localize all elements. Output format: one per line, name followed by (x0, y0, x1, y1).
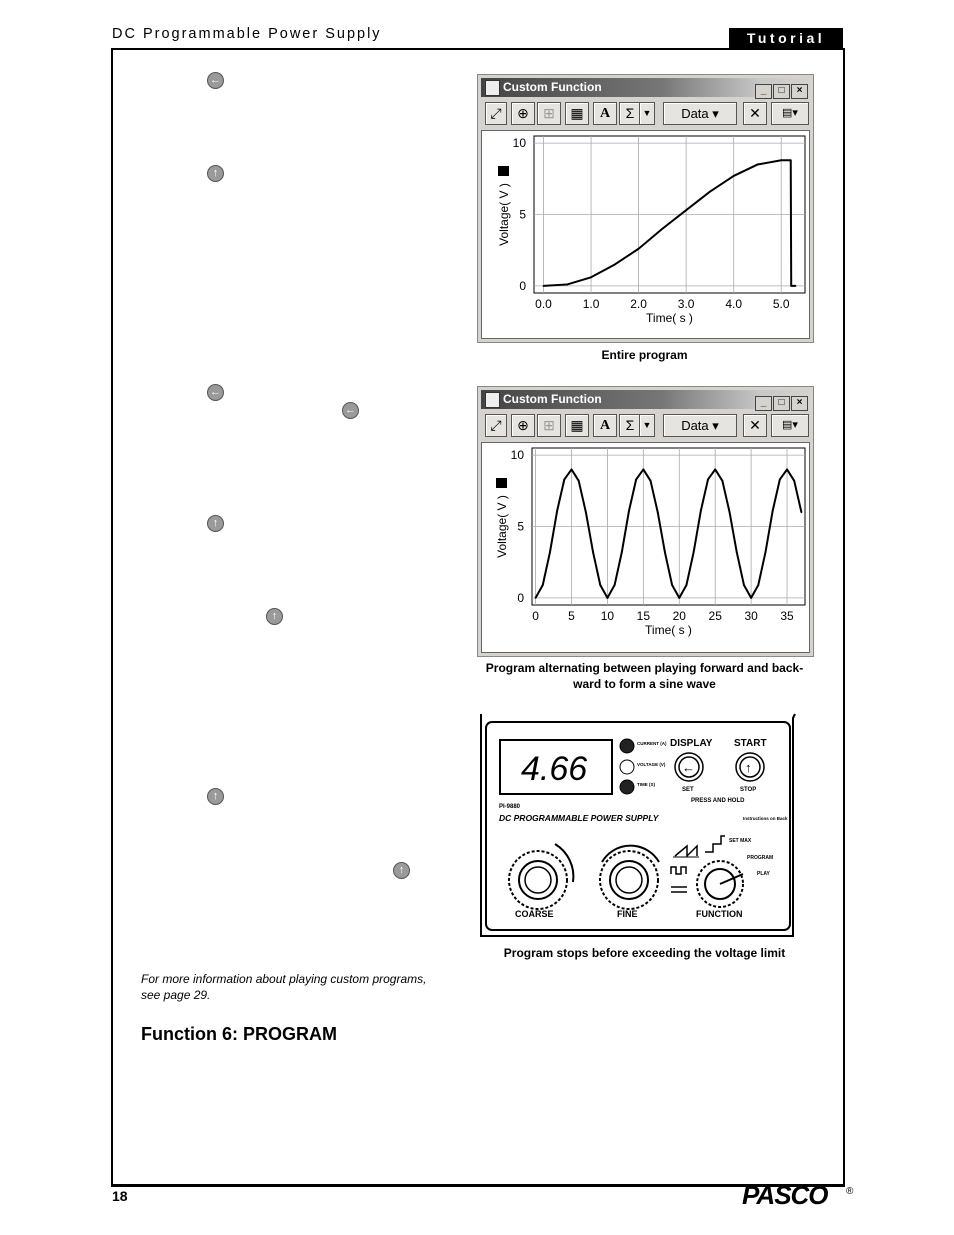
registered-mark: ® (846, 1186, 854, 1197)
left-arrow-icon: ← (342, 402, 359, 419)
set-label: SET (682, 787, 694, 793)
maximize-button[interactable]: □ (773, 84, 790, 99)
display-button-label: DISPLAY (670, 738, 713, 749)
minimize-button[interactable]: _ (755, 396, 772, 411)
calculator-icon[interactable]: ▦ (565, 414, 589, 437)
fine-label: FINE (617, 909, 638, 919)
data-point (678, 597, 680, 599)
data-point (765, 551, 767, 553)
data-point (635, 479, 637, 481)
up-arrow-icon: ↑ (745, 760, 752, 775)
up-arrow-icon: ↑ (207, 165, 224, 182)
app-icon (485, 80, 500, 96)
x-axis-label: Time( s ) (645, 623, 692, 637)
data-dropdown[interactable]: Data ▾ (663, 414, 737, 437)
data-point (671, 584, 673, 586)
data-point (642, 469, 644, 471)
x-tick-label: 15 (636, 609, 651, 623)
window-title: Custom Function (503, 80, 602, 94)
data-point (779, 479, 781, 481)
pasco-logo: PASCO (742, 1180, 828, 1210)
data-point (571, 469, 573, 471)
statistics-icon[interactable]: Σ (619, 414, 641, 437)
close-button[interactable]: × (791, 84, 808, 99)
x-axis-label: Time( s ) (646, 311, 693, 325)
data-point (590, 276, 592, 278)
data-point (721, 480, 723, 482)
ramp-icon (675, 846, 697, 856)
x-tick-label: 35 (780, 609, 794, 623)
data-point (614, 264, 616, 266)
chevron-down-icon[interactable]: ▼ (639, 414, 655, 437)
x-tick-label: 5.0 (772, 297, 790, 311)
y-tick-label: 5 (519, 207, 526, 222)
data-point (785, 159, 787, 161)
indicator-label-time: TIME (S) (637, 782, 655, 787)
voltage-indicator-light (620, 760, 634, 774)
square-wave-icon (671, 867, 686, 874)
y-tick-label: 0 (519, 278, 526, 293)
data-point (563, 479, 565, 481)
header-title: DC Programmable Power Supply (112, 26, 382, 42)
data-point (772, 510, 774, 512)
data-point (801, 511, 803, 513)
data-point (693, 551, 695, 553)
data-point (566, 284, 568, 286)
data-point (607, 597, 609, 599)
x-tick-label: 0.0 (535, 297, 552, 311)
graph-settings-icon[interactable]: ▤▾ (771, 102, 809, 125)
note-line-1: For more information about playing custom programs, (141, 972, 427, 986)
chevron-down-icon[interactable]: ▼ (639, 102, 655, 125)
data-point (780, 159, 782, 161)
press-and-hold-label: PRESS AND HOLD (691, 798, 745, 804)
autoscale-icon[interactable]: ⤢ (485, 414, 507, 437)
plot-area (481, 130, 810, 339)
plot-area (481, 442, 810, 653)
maximize-button[interactable]: □ (773, 396, 790, 411)
window-titlebar (481, 390, 810, 409)
data-point (736, 551, 738, 553)
data-point (729, 511, 731, 513)
custom-function-window-2 (477, 386, 814, 657)
figure-caption: Program stops before exceeding the voltage limit (503, 946, 786, 960)
window-titlebar (481, 78, 810, 97)
data-point (535, 597, 537, 599)
x-tick-label: 1.0 (582, 297, 600, 311)
window-title: Custom Function (503, 392, 602, 406)
autoscale-icon[interactable]: ⤢ (485, 102, 507, 125)
data-point (700, 510, 702, 512)
data-point (650, 480, 652, 482)
data-point (628, 510, 630, 512)
figure-caption-line-2: ward to form a sine wave (573, 677, 716, 691)
x-tick-label: 3.0 (677, 297, 695, 311)
figure-caption-line-1: Program alternating between playing forward and back- (485, 661, 804, 675)
legend-marker (498, 166, 509, 176)
display-readout: 4.66 (521, 750, 588, 788)
data-point (793, 480, 795, 482)
data-point (743, 584, 745, 586)
function-label: FUNCTION (696, 909, 743, 919)
indicator-label-voltage: VOLTAGE (V) (637, 762, 666, 767)
data-point (556, 510, 558, 512)
data-point (707, 479, 709, 481)
calculator-icon[interactable]: ▦ (565, 102, 589, 125)
data-point (542, 584, 544, 586)
y-axis-label: Voltage( V ) (495, 495, 509, 558)
data-point (578, 480, 580, 482)
model-number: PI-9880 (499, 804, 521, 810)
data-point (599, 584, 601, 586)
instructions-note: Instructions on Back (743, 816, 788, 821)
custom-function-window-1 (477, 74, 814, 343)
y-tick-label: 10 (512, 136, 526, 151)
current-indicator-light (620, 739, 634, 753)
left-arrow-icon: ← (207, 384, 224, 401)
play-label: PLAY (757, 871, 770, 877)
up-arrow-icon: ↑ (393, 862, 410, 879)
graph-toolbar (481, 412, 810, 438)
data-point (638, 248, 640, 250)
section-heading: Function 6: PROGRAM (141, 1024, 337, 1044)
smart-tool-icon[interactable]: ⊞ (537, 414, 561, 437)
data-point (686, 584, 688, 586)
indicator-label-current: CURRENT (A) (637, 741, 667, 746)
page-number: 18 (112, 1188, 128, 1204)
data-point (664, 551, 666, 553)
set-max-label: SET MAX (729, 838, 752, 844)
data-point (661, 228, 663, 230)
x-tick-label: 4.0 (725, 297, 743, 311)
data-point (614, 584, 616, 586)
data-point (657, 511, 659, 513)
data-point (757, 164, 759, 166)
data-point (733, 175, 735, 177)
x-tick-label: 10 (600, 609, 615, 623)
y-tick-label: 0 (517, 590, 524, 605)
smart-tool-icon[interactable]: ⊞ (537, 102, 561, 125)
voltage-time-chart-2 (482, 443, 809, 652)
y-tick-label: 5 (517, 519, 524, 534)
zoom-icon[interactable]: ⊕ (511, 414, 535, 437)
data-point (585, 511, 587, 513)
data-point (714, 469, 716, 471)
data-point (757, 584, 759, 586)
program-label: PROGRAM (747, 855, 774, 861)
y-axis-label: Voltage( V ) (497, 183, 511, 246)
front-panel-drawing (477, 712, 799, 938)
data-point (750, 597, 752, 599)
coarse-label: COARSE (515, 909, 554, 919)
stop-label: STOP (740, 787, 757, 793)
up-arrow-icon: ↑ (266, 608, 283, 625)
voltage-time-chart-1 (482, 131, 809, 338)
data-point (621, 551, 623, 553)
statistics-icon[interactable]: Σ (619, 102, 641, 125)
x-tick-label: 0 (532, 609, 539, 623)
x-tick-label: 2.0 (630, 297, 647, 311)
close-button[interactable]: × (791, 396, 808, 411)
figure-caption: Entire program (601, 348, 688, 362)
minimize-button[interactable]: _ (755, 84, 772, 99)
start-button-label: START (734, 738, 767, 749)
step-icon (705, 836, 725, 852)
legend-marker (496, 478, 507, 488)
app-icon (485, 392, 500, 408)
delete-icon[interactable]: ✕ (743, 102, 767, 125)
up-arrow-icon: ↑ (207, 515, 224, 532)
note-line-2: see page 29. (141, 988, 211, 1002)
data-dropdown-label: Data (681, 418, 709, 433)
section-tab: Tutorial (729, 28, 843, 49)
data-point (543, 285, 545, 287)
data-point (790, 285, 792, 287)
x-tick-label: 30 (744, 609, 758, 623)
data-dropdown-label: Data (681, 106, 709, 121)
y-tick-label: 10 (510, 448, 524, 463)
product-name: DC PROGRAMMABLE POWER SUPPLY (499, 813, 659, 823)
data-point (549, 551, 551, 553)
power-supply-front-panel (477, 712, 799, 938)
data-point (685, 209, 687, 211)
x-tick-label: 20 (672, 609, 686, 623)
delete-icon[interactable]: ✕ (743, 414, 767, 437)
data-point (795, 285, 797, 287)
annotation-icon[interactable]: A (593, 414, 617, 437)
data-point (790, 159, 792, 161)
data-point (592, 551, 594, 553)
annotation-icon[interactable]: A (593, 102, 617, 125)
time-indicator-light (620, 780, 634, 794)
up-arrow-icon: ↑ (207, 788, 224, 805)
left-arrow-icon: ← (682, 760, 695, 775)
graph-settings-icon[interactable]: ▤▾ (771, 414, 809, 437)
x-tick-label: 5 (568, 609, 575, 623)
graph-toolbar (481, 100, 810, 126)
data-point (786, 469, 788, 471)
left-arrow-icon: ← (207, 72, 224, 89)
x-tick-label: 25 (708, 609, 722, 623)
data-dropdown[interactable]: Data ▾ (663, 102, 737, 125)
zoom-icon[interactable]: ⊕ (511, 102, 535, 125)
data-point (709, 191, 711, 193)
